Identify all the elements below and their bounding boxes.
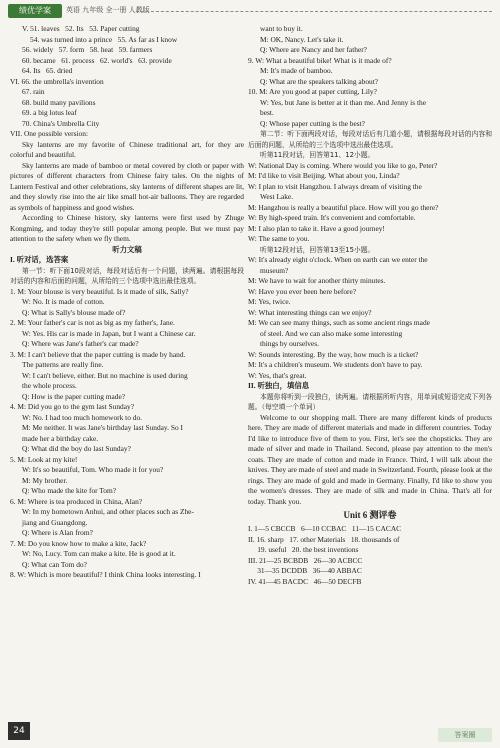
left-line: Sky lanterns are made of bamboo or metal covered by cloth or paper with pictures of different characters from Chinese fairy tales. On the nights of Lantern Festival and other celebrations, sky lanterns of different shapes are lit, and they slowly rise into the air like small hot-air balloons. They are regarded as symbols of happiness and good wishes. [10,160,244,212]
page-header [0,0,500,22]
left-line: V. 51. leaves 52. Its 53. Paper cutting [22,24,140,33]
left-line: VII. One possible version: [10,129,88,138]
left-line: Sky lanterns are my favorite of Chinese traditional art, for they are colorful and beautiful. [10,139,244,159]
left-line: 3. M: I can't believe that the paper cutting is made by hand. [10,349,186,359]
right-line: 10. M: Are you good at paper cutting, Lily? [248,87,377,96]
right-line: W: I plan to visit Hangzhou. I always dream of visiting the [248,181,422,191]
left-line: M: Me neither. It was Jane's birthday last Sunday. So I [22,423,183,432]
left-line: W: No. It is made of cotton. [22,297,105,306]
left-line: 64. Its 65. dried [22,66,73,75]
right-line: West Lake. [260,192,294,201]
right-line: M: I'd like to visit Beijing. What about you, Linda? [248,171,400,180]
right-column [248,24,492,587]
left-line: W: Yes. His car is made in Japan, but I want a Chinese car. [22,328,196,338]
right-line: W: Have you ever been here before? [248,286,357,296]
left-line: W: No, Lucy. Tom can make a kite. He is good at it. [22,549,176,558]
watermark-logo: 答案圈 [438,728,492,742]
header-divider [136,11,492,12]
left-line: M: My brother. [22,475,68,485]
left-line: According to Chinese history, sky lanterns were first used by Zhuge Kongming, and today they're still popular among people. But we must pay attention to the safety when we fly them. [10,213,244,243]
left-line: Q: What can Tom do? [22,559,87,569]
right-line: M: I also plan to take it. Have a good journey! [248,223,385,233]
left-line: VI. 66. the umbrella's invention [10,76,104,86]
right-line: M: OK, Nancy. Let's take it. [260,34,344,44]
left-line: I. 听对话，选答案 [10,255,69,264]
left-line: made her a birthday cake. [22,433,99,443]
right-line: W: National Day is coming. Where would you like to go, Peter? [248,160,438,170]
right-line: W: Yes, that's great. [248,370,307,380]
left-line: The patterns are really fine. [22,360,104,369]
right-line: want to buy it. [260,24,303,33]
right-line: M: We have to wait for another thirty minutes. [248,276,386,285]
right-line: M: Yes, twice. [248,297,291,306]
right-line: Q: Whose paper cutting is the best? [260,118,365,128]
right-line: II. 听独白，填信息 [248,381,310,390]
right-line: things by ourselves. [260,339,319,348]
right-line: 听第12段对话，回答第13至15小题。 [260,245,375,254]
right-line: M: We can see many things, such as some ancient rings made [248,318,430,327]
right-line: M: Hangzhou is really a beautiful place. How will you go there? [248,202,439,212]
right-line: of steel. And we can also make some interesting [260,328,403,338]
book-subtitle: 英语 九年级 全一册 人教版 [66,6,150,14]
left-line: 听力文稿 [112,244,142,254]
right-line: Unit 6 测评卷 [343,510,397,520]
left-line: Q: Who made the kite for Tom? [22,486,117,495]
left-line: W: It's so beautiful, Tom. Who made it for you? [22,465,164,474]
right-line: 听第11段对话，回答第11、12小题。 [260,151,375,159]
left-line: 5. M: Look at my kite! [10,454,78,464]
left-line: 1. M: Your blouse is very beautiful. Is it made of silk, Sally? [10,286,189,296]
right-line: III. 21—25 BCBDB 26—30 ACBCC [248,555,363,565]
left-line: jiang and Guangdong. [22,517,88,527]
right-line: IV. 41—45 BACDC 46—50 DECFB [248,576,362,586]
left-line: Q: How is the paper cutting made? [22,391,126,401]
right-line: 9. W: What a beautiful bike! What is it made of? [248,55,392,65]
left-line: 68. build many pavilions [22,97,96,107]
left-line: 70. China's Umbrella City [22,118,100,128]
right-line: W: Sounds interesting. By the way, how much is a ticket? [248,349,419,359]
right-line: M: It's a children's museum. We students don't have to pay. [248,360,423,369]
left-line: W: No. I had too much homework to do. [22,412,143,422]
right-line: M: It's made of bamboo. [260,66,333,75]
left-line: Q: Where was Jane's father's car made? [22,339,139,348]
right-line: W: By high-speed train. It's convenient and comfortable. [248,213,416,222]
right-line: 第二节：听下面两段对话，每段对话后有几道小题，请根据每段对话的内容和后面的问题，从所给的三个选项中选出最佳选项。 [248,130,492,149]
right-line: I. 1—5 CBCCB 6—10 CCBAC 11—15 CACAC [248,524,402,533]
left-column [10,24,244,581]
right-line: W: The same to you. [248,234,310,243]
left-line: Q: Where is Alan from? [22,528,93,537]
left-line: 第一节：听下面10段对话，每段对话后有一个问题，读两遍。请根据每段对话的内容和后面的问题，从所给的三个选项中选出最佳选项。 [10,266,244,285]
left-line: 69. a big lotus leaf [22,108,77,117]
left-line: 7. M: Do you know how to make a kite, Jack? [10,538,147,548]
right-line: museum? [260,265,289,275]
left-line: W: I can't believe, either. But no machine is used during [22,370,188,380]
right-line: Welcome to our shopping mall. There are many different kinds of products here. They are made of different materials and made in different countries. Today I'd like to introduce five of them to you. First, let's see the chopsticks. They are made of silver and made in Thailand. Second, please pay attention to the men's coats. They are made of cotton and made in France. Third, I will talk about the knives. They are made of steel and made in Switzerland. Fourth, please look at the rings. They are made of gold and made in Germany. Finally, I'd like to show you the women's dresses. They are made of silk and made in China. That's all for today. Thank you. [248,412,492,506]
left-line: 54. was turned into a prince 55. As far as I know [30,34,178,44]
left-line: W: In my hometown Anhui, and other places such as Zhe- [22,507,194,516]
left-line: 4. M: Did you go to the gym last Sunday? [10,402,134,411]
left-line: Q: What did the boy do last Sunday? [22,444,131,453]
right-line: 19. useful 20. the best inventions [248,545,359,554]
right-line: W: It's already eight o'clock. When on earth can we enter the [248,255,428,264]
page-number: 24 [8,722,30,740]
left-line: 6. M: Where is tea produced in China, Alan? [10,496,143,506]
right-line: W: Yes, but Jane is better at it than me. And Jenny is the [260,97,426,107]
right-line: II. 16. sharp 17. other Materials 18. thousands of [248,534,400,544]
right-line: 本题你将听到一段独白，读两遍。请根据所听内容，用单词或短语完成下列各题。（每空填一个单词） [248,392,492,411]
right-line: W: What interesting things can we enjoy? [248,307,372,317]
right-line: 31—35 DCDDB 36—40 ABBAC [248,566,362,575]
left-line: 56. widely 57. form 58. heat 59. farmers [22,45,153,54]
right-line: Q: Where are Nancy and her father? [260,45,367,54]
right-line: Q: What are the speakers talking about? [260,76,379,86]
left-line: Q: What is Sally's blouse made of? [22,307,126,317]
left-line: 60. became 61. process 62. world's 63. provide [22,55,172,65]
right-line: best. [260,108,274,117]
left-line: the whole process. [22,381,77,390]
brand-badge: 绩优学案 [8,4,62,18]
left-line: 67. rain [22,87,45,96]
left-line: 2. M: Your father's car is not as big as my father's, Jane. [10,318,175,327]
left-line: 8. W: Which is more beautiful? I think China looks interesting. I [10,570,201,579]
